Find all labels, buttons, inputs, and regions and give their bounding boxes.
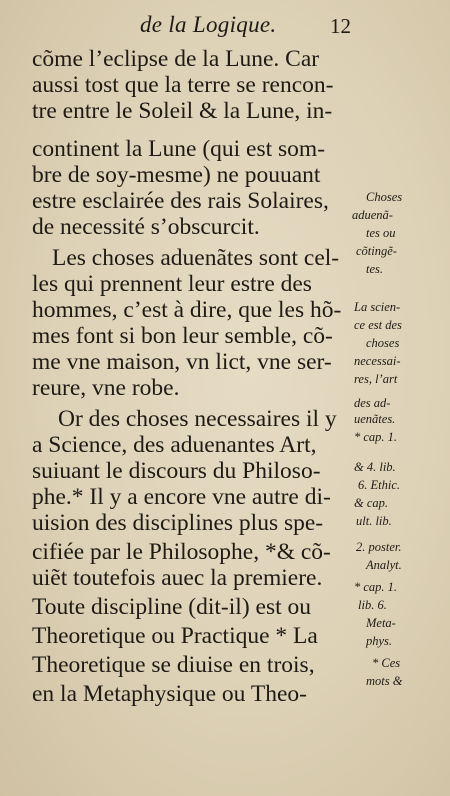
text-line: estre esclairée des rais Solaires,	[32, 188, 329, 214]
margin-note: 2. poster.	[356, 540, 402, 554]
margin-note: * Ces	[372, 656, 401, 670]
margin-note: tes.	[366, 262, 384, 276]
margin-note: aduenã-	[352, 208, 393, 222]
text-line: uision des disciplines plus spe-	[32, 510, 324, 536]
text-line: cifiée par le Philosophe, *& cõ-	[32, 539, 331, 565]
text-line: continent la Lune (qui est som-	[32, 136, 326, 162]
text-line: en la Metaphysique ou Theo-	[32, 681, 307, 707]
show-through-text	[60, 716, 152, 742]
margin-note: 6. Ethic.	[358, 478, 401, 492]
text-line: uiẽt toutefois auec la premiere.	[32, 565, 323, 591]
margin-note: & cap.	[354, 496, 389, 510]
margin-note: des ad-	[354, 396, 391, 410]
running-head: de la Logique.	[140, 12, 277, 37]
text-line: Or des choses necessaires il y	[58, 406, 337, 432]
text-line: tre entre le Soleil & la Lune, in-	[32, 98, 333, 124]
text-line: a Science, des aduenantes Art,	[32, 432, 317, 458]
text-line: les qui prennent leur estre des	[32, 271, 312, 297]
text-line: Theoretique ou Practique * La	[32, 623, 318, 649]
text-line: bre de soy-mesme) ne pouuant	[32, 162, 321, 188]
margin-note: lib. 6.	[358, 598, 387, 612]
text-line: Toute discipline (dit-il) est ou	[32, 594, 311, 620]
margin-note: mots &	[366, 674, 403, 688]
text-line: suiuant le discours du Philoso-	[32, 458, 321, 484]
margin-note: ce est des	[354, 318, 402, 332]
margin-note: Analyt.	[366, 558, 402, 572]
margin-note: * cap. 1.	[354, 430, 398, 444]
margin-note: tes ou	[366, 226, 396, 240]
text-line: mes font si bon leur semble, cõ-	[32, 323, 333, 349]
text-line: aussi tost que la terre se rencon-	[32, 72, 334, 98]
margin-note: phys.	[366, 634, 393, 648]
margin-note: & 4. lib.	[354, 460, 396, 474]
page-number: 12	[330, 14, 351, 38]
margin-note: Choses	[366, 190, 403, 204]
margin-note: La scien-	[354, 300, 401, 314]
margin-note: ult. lib.	[356, 514, 392, 528]
margin-note: cõtingẽ-	[356, 244, 397, 258]
text-line: Les choses aduenãtes sont cel-	[52, 245, 340, 271]
margin-note: necessai-	[354, 354, 401, 368]
text-line: phe.* Il y a encore vne autre di-	[32, 484, 331, 510]
page-header	[0, 8, 450, 42]
text-line: reure, vne robe.	[32, 375, 180, 401]
margin-note: res, l’art	[354, 372, 398, 386]
margin-note: uenãtes.	[354, 412, 396, 426]
margin-note: Meta-	[366, 616, 396, 630]
text-line: me vne maison, vn lict, vne ser-	[32, 349, 332, 375]
text-line: Theoretique se diuise en trois,	[32, 652, 315, 678]
text-line: hommes, c’est à dire, que les hõ-	[32, 297, 342, 323]
text-line: cõme l’eclipse de la Lune. Car	[32, 46, 320, 72]
text-line: de necessité s’obscurcit.	[32, 214, 260, 240]
margin-note: * cap. 1.	[354, 580, 398, 594]
margin-note: choses	[366, 336, 400, 350]
